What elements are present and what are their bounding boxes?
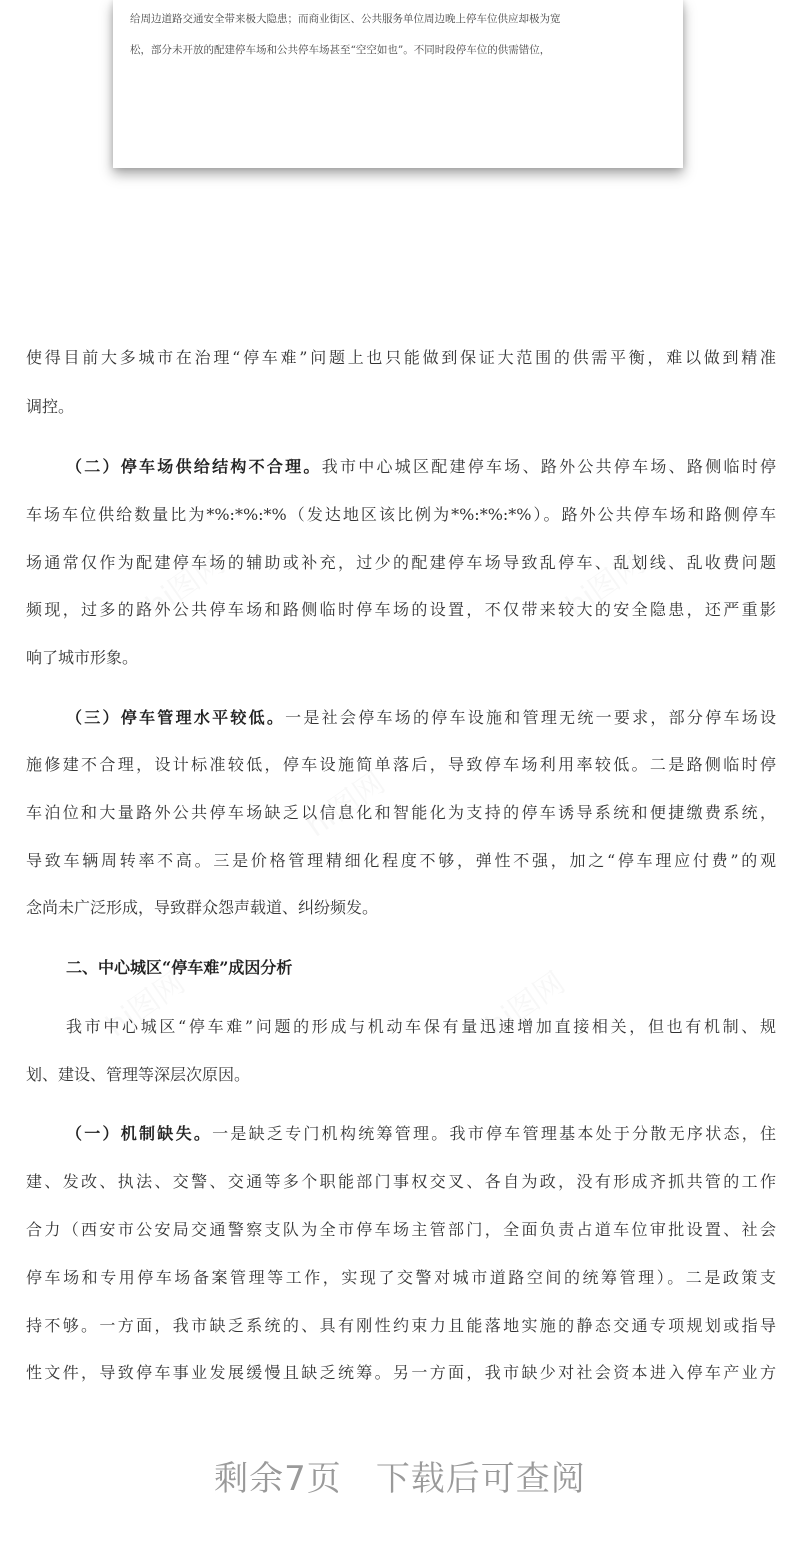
paragraph-line: 导致车辆周转率不高。三是价格管理精细化程度不够，弹性不强，加之“停车理应付费”的观 [26, 851, 776, 870]
paragraph-line [66, 706, 776, 730]
watermark-mark: hi图网 [139, 545, 232, 625]
section-lead: （二）停车场供给结构不合理。 [66, 457, 322, 476]
paragraph-line: 车泊位和大量路外公共停车场缺乏以信息化和智能化为支持的停车诱导系统和便捷缴费系统， [26, 803, 776, 822]
paragraph-line: 建、发改、执法、交警、交通等多个职能部门事权交叉、各自为政，没有形成齐抓共管的工作 [26, 1172, 776, 1191]
paragraph-line: 念尚未广泛形成，导致群众怨声载道、纠纷频发。 [26, 898, 379, 917]
download-to-view-label: 下载后可查阅 [375, 1459, 586, 1499]
remaining-pages-count: 剩余7页 [214, 1459, 342, 1499]
paragraph-line: 施修建不合理，设计标准较低，停车设施简单落后，导致停车场利用率较低。二是路侧临时停 [26, 755, 776, 774]
watermark-mark: hi图网 [559, 545, 652, 625]
section-lead: （三）停车管理水平较低。 [66, 708, 286, 727]
paragraph-line: 停车场和专用停车场备案管理等工作，实现了交警对城市道路空间的统筹管理）。二是政策支 [26, 1268, 776, 1287]
paragraph-line: 响了城市形象。 [26, 648, 139, 667]
preview-text-line: 给周边道路交通安全带来极大隐患；而商业街区、公共服务单位周边晚上停车位供应却极为宽 [130, 13, 561, 25]
section-lead: （一）机制缺失。 [66, 1124, 213, 1143]
paragraph-line [66, 455, 776, 479]
paragraph-line [66, 1122, 776, 1146]
paragraph-line: 场通常仅作为配建停车场的辅助或补充，过少的配建停车场导致乱停车、乱划线、乱收费问题 [26, 553, 776, 572]
paragraph-text: 我市中心城区配建停车场、路外公共停车场、路侧临时停 [321, 457, 776, 476]
paragraph-line: 调控。 [26, 397, 75, 416]
preview-text-line: 松，部分未开放的配建停车场和公共停车场甚至“空空如也”。不同时段停车位的供需错位， [130, 44, 551, 56]
remaining-pages-banner[interactable] [0, 1457, 800, 1501]
paragraph-line: 车场车位供给数量比为*%:*%:*%（发达地区该比例为*%:*%:*%）。路外公共停车场和路侧停车 [26, 505, 776, 524]
paragraph-line: 划、建设、管理等深层次原因。 [26, 1065, 251, 1084]
watermark-mark: hi图网 [479, 965, 572, 1045]
paragraph-line: 持不够。一方面，我市缺乏系统的、具有刚性约束力且能落地实施的静态交通专项规划或指导 [26, 1316, 776, 1335]
paragraph-text: 一是缺乏专门机构统筹管理。我市停车管理基本处于分散无序状态，住 [212, 1124, 776, 1143]
watermark-mark: hi图网 [299, 765, 392, 845]
paragraph-line: 频现，过多的路外公共停车场和路侧临时停车场的设置，不仅带来较大的安全隐患，还严重影 [26, 600, 776, 619]
paragraph-line: 使得目前大多城市在治理“停车难”问题上也只能做到保证大范围的供需平衡，难以做到精准 [26, 348, 776, 367]
section-heading: 二、中心城区“停车难”成因分析 [66, 958, 293, 977]
paragraph-line: 合力（西安市公安局交通警察支队为全市停车场主管部门，全面负责占道车位审批设置、社会 [26, 1220, 776, 1239]
paragraph-line: 性文件，导致停车事业发展缓慢且缺乏统筹。另一方面，我市缺少对社会资本进入停车产业方 [26, 1363, 776, 1382]
watermark-mark: hi图网 [99, 965, 192, 1045]
preview-page-card [113, 0, 683, 168]
paragraph-line: 我市中心城区“停车难”问题的形成与机动车保有量迅速增加直接相关，但也有机制、规 [66, 1017, 776, 1036]
paragraph-text: 一是社会停车场的停车设施和管理无统一要求，部分停车场设 [285, 708, 776, 727]
